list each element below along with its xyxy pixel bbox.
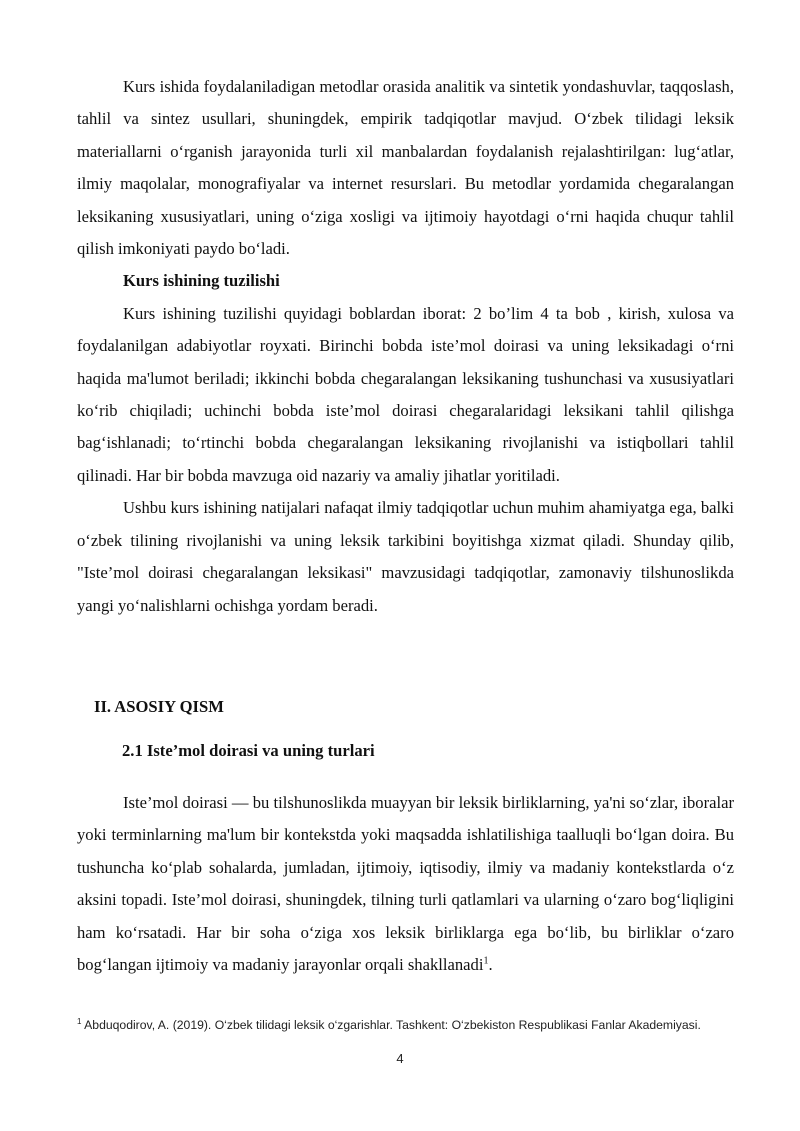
footnote: [77, 1018, 717, 1033]
paragraph-structure: Kurs ishining tuzilishi quyidagi boblardan iborat: 2 bo’lim 4 ta bob , kirish, xulosa va foydalanilgan adabiyotlar royxati. Birinchi bobda iste’mol doirasi va uning leksikadagi o‘rni haqida ma'lumot beriladi; ikkinchi bobda chegaralangan leksikaning tushunchasi va xususiyatlari ko‘rib chiqiladi; uchinchi bobda iste’mol doirasi chegaralaridagi leksikani tahlil qilishga bag‘ishlanadi; to‘rtinchi bobda chegaralangan leksikaning rivojlanishi va istiqbollari tahlil qilinadi. Har bir bobda mavzuga oid nazariy va amaliy jihatlar yoritiladi.: [77, 303, 734, 485]
subheading-structure: Kurs ishining tuzilishi: [123, 271, 280, 291]
body-text-top: [77, 71, 734, 622]
paragraph-results: Ushbu kurs ishining natijalari nafaqat ilmiy tadqiqotlar uchun muhim ahamiyatga ega, balki o‘zbek tilining rivojlanishi va uning leksik tarkibini boyitishga xizmat qiladi. Shunday qilib, "Iste’mol doirasi chegaralangan leksikasi" mavzusidagi tadqiqotlar, zamonaviy tilshunoslikda yangi yo‘nalishlarni ochishga yordam beradi.: [77, 498, 734, 615]
paragraph-methods: Kurs ishida foydalaniladigan metodlar orasida analitik va sintetik yondashuvlar, taqqoslash, tahlil va sintez usullari, shuningdek, empirik tadqiqotlar mavjud. O‘zbek tilidagi leksik materiallarni o‘rganish jarayonida turli xil manbalardan foydalanish rejalashtirilgan: lug‘atlar, ilmiy maqolalar, monografiyalar va internet resurslari. Bu metodlar yordamida chegaralangan leksikaning xususiyatlari, uning o‘ziga xosligi va ijtimoiy hayotdagi o‘rni haqida chuqur tahlil qilish imkoniyati paydo bo‘ladi.: [77, 77, 734, 259]
footnote-marker: 1: [77, 1016, 82, 1026]
body-text-bottom: [77, 787, 734, 981]
section-title: II. ASOSIY QISM: [94, 697, 224, 716]
footnote-text: Abduqodirov, A. (2019). O‘zbek tilidagi leksik o‘zgarishlar. Tashkent: O‘zbekiston Respublikasi Fanlar Akademiyasi.: [84, 1018, 701, 1032]
page-number: 4: [396, 1051, 404, 1066]
footnote-reference[interactable]: 1: [483, 955, 489, 967]
paragraph-definition-end: .: [488, 955, 493, 975]
subsection-title: 2.1 Iste’mol doirasi va uning turlari: [122, 741, 375, 760]
paragraph-definition: [77, 787, 734, 981]
paragraph-definition-text: Iste’mol doirasi — bu tilshunoslikda muayyan bir leksik birliklarning, ya'ni so‘zlar, iboralar yoki terminlarning ma'lum bir kontekstda yoki maqsadda ishlatilishiga taalluqli bo‘lgan doira. Bu tushuncha ko‘plab sohalarda, jumladan, ijtimoiy, iqtisodiy, ilmiy va madaniy kontekstlarda o‘z aksini topadi. Iste’mol doirasi, shuningdek, tilning turli qatlamlari va ularning o‘zaro bog‘liqligini ham ko‘rsatadi. Har bir soha o‘ziga xos leksik birliklarga ega bo‘lib, bu birliklar o‘zaro bog‘langan ijtimoiy va madaniy jarayonlar orqali shakllanadi: [77, 793, 734, 975]
